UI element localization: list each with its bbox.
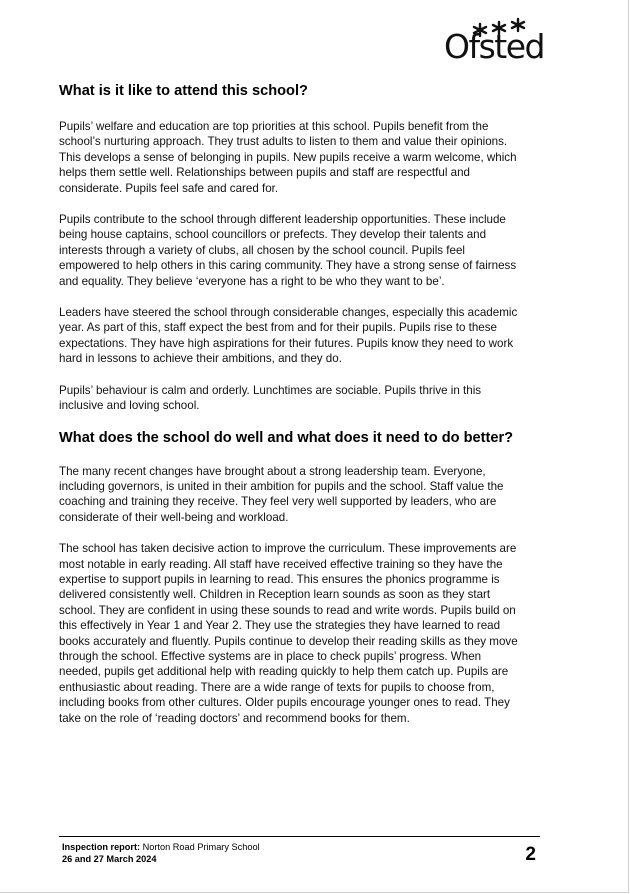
- page-number: 2: [525, 844, 536, 865]
- page-footer: [59, 836, 540, 865]
- paragraph: The school has taken decisive action to improve the curriculum. These improvements are most notable in early reading. All staff have received effective training so they have the expertise to support pupils in learning to read. This ensures the phonics programme is delivered consistently well. Children in Reception learn sounds as soon as they start school. They are confident in using these sounds to read and write words. Pupils build on this effectively in Year 1 and Year 2. They use the strategies they have learned to read books accurately and fluently. Pupils continue to develop their reading skills as they move through the school. Effective systems are in place to check pupils’ progress. When needed, pupils get additional help with reading quickly to help them catch up. Pupils are enthusiastic about reading. There are a wide range of texts for pupils to choose from, including books from other cultures. Older pupils encourage younger ones to read. They take on the role of ‘reading doctors’ and recommend books for them.: [59, 542, 518, 725]
- paragraph: Leaders have steered the school through considerable changes, especially this academic year. As part of this, staff expect the best from and for their pupils. Pupils rise to these expectations. They have high aspirations for their futures. Pupils know they need to work hard in lessons to achieve their ambitions, and they do.: [59, 306, 518, 366]
- paragraph: Pupils contribute to the school through different leadership opportunities. These include being house captains, school councillors or prefects. They develop their talents and interests through a variety of clubs, all chosen by the school council. Pupils feel empowered to help others in this caring community. They have a strong sense of fairness and equality. They believe ‘everyone has a right to be who they want to be’.: [59, 213, 517, 288]
- footer-info: [62, 841, 260, 865]
- section-attend: [59, 82, 519, 414]
- section-heading: What is it like to attend this school?: [59, 83, 308, 99]
- ofsted-logo-text: Ofsted: [444, 27, 544, 66]
- ofsted-logo: [444, 16, 544, 72]
- school-name: Norton Road Primary School: [142, 842, 260, 852]
- section-heading: What does the school do well and what does it need to do better?: [59, 429, 514, 446]
- report-label: Inspection report:: [62, 842, 141, 852]
- paragraph: Pupils’ behaviour is calm and orderly. Lunchtimes are sociable. Pupils thrive in this inclusive and loving school.: [59, 383, 482, 413]
- paragraph: The many recent changes have brought about a strong leadership team. Everyone, including governors, is united in their ambition for pupils and the school. Staff value the coaching and training they receive. They feel very well supported by leaders, who are considerate of their well-being and workload.: [59, 464, 504, 524]
- footer-report-line: [62, 841, 260, 853]
- inspection-dates: 26 and 27 March 2024: [62, 854, 157, 864]
- section-does-well: [59, 429, 519, 727]
- paragraph: Pupils’ welfare and education are top priorities at this school. Pupils benefit from the school’s nurturing approach. They trust adults to listen to them and value their opinions. This develops a sense of belonging in pupils. New pupils receive a warm welcome, which helps them settle well. Relationships between pupils and staff are respectful and considerate. Pupils feel safe and cared for.: [59, 120, 517, 195]
- report-content: [59, 82, 519, 726]
